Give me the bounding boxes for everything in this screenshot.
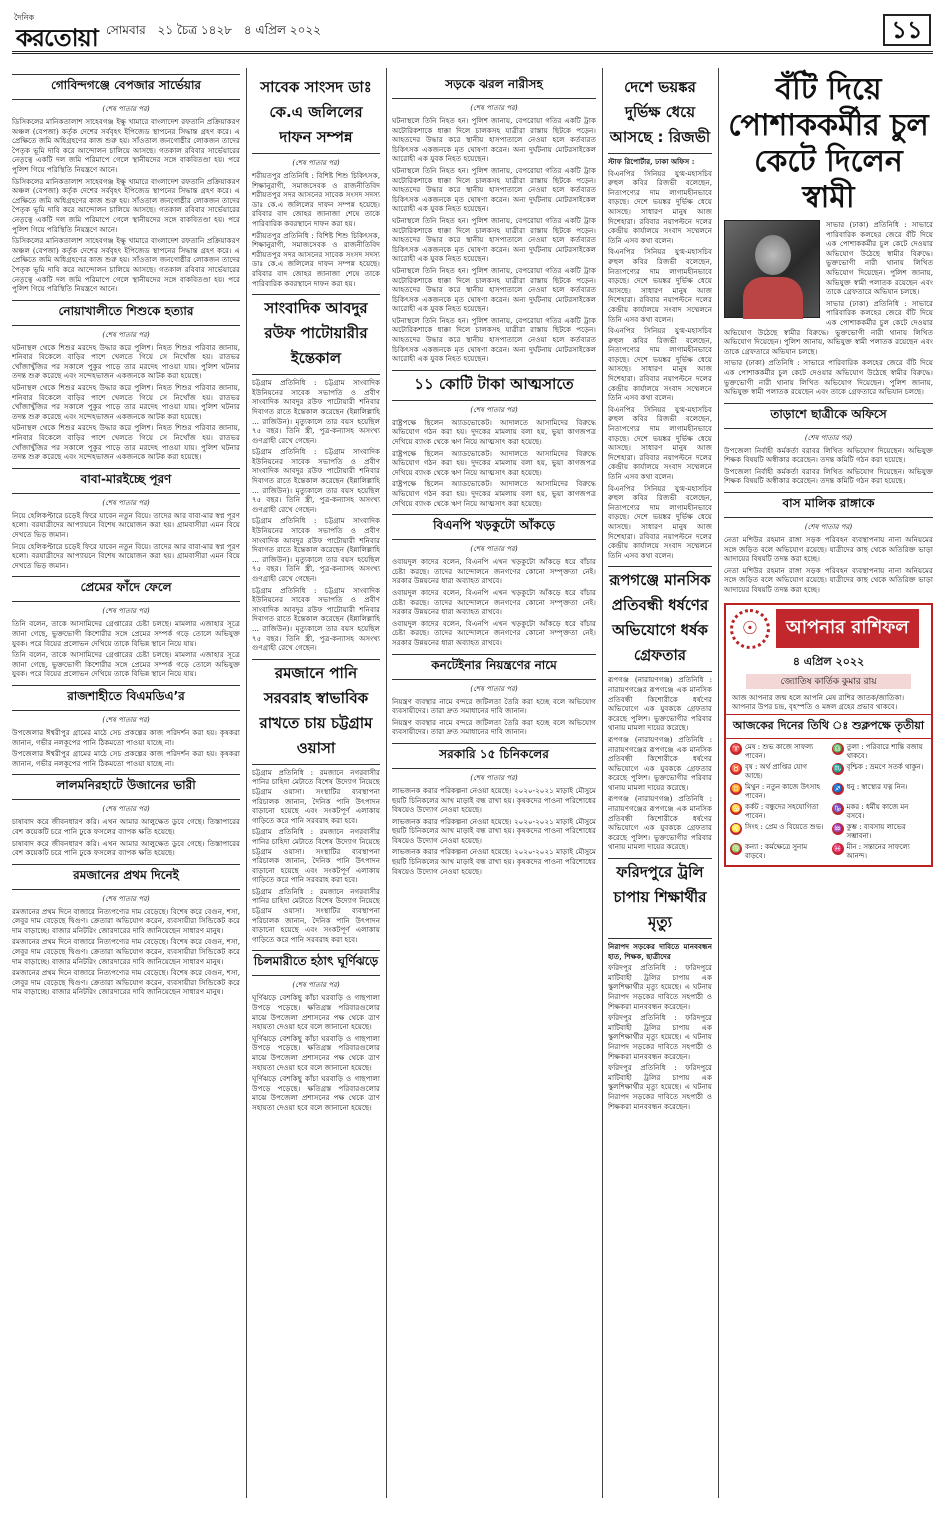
article-title: লালমনিরহাটে উজানের ভারী bbox=[12, 774, 240, 800]
zodiac-sign-entry bbox=[832, 803, 928, 821]
continuation-note: (শেষ পাতার পর) bbox=[470, 405, 518, 414]
zodiac-sign-entry bbox=[832, 763, 928, 781]
zodiac-sign-text: বৃশ্চিক : ভ্রমণে সতর্ক থাকুন। bbox=[846, 762, 924, 771]
article-body: চাষাবাদ করে জীবনধারণ করি। এখন আমার আলুক্ষেত ডুবে গেছে। তিস্তাপারের বেশ কয়েকটি চরে পানি ঢুকে ফসলের ব্যাপক ক্ষতি হয়েছে। bbox=[12, 838, 240, 858]
column-divider bbox=[386, 68, 387, 1498]
bangla-date: ২১ চৈত্র ১৪২৮ bbox=[157, 23, 233, 37]
continuation-note: (শেষ পাতার পর) bbox=[470, 545, 518, 554]
article-title: বাবা-মারইচ্ছে পূরণ bbox=[12, 468, 240, 494]
zodiac-sign-entry bbox=[730, 803, 826, 821]
article-title: রাজশাহীতে বিএমডিএ’র bbox=[12, 685, 240, 711]
article-body: চট্টগ্রাম প্রতিনিধি : চট্টগ্রাম সাংবাদিক ইউনিয়নের সাবেক সভাপতি ও প্রবীণ সাংবাদিক আবদুর রউফ পাটোয়ারী শনিবার দিবাগত রাতে ইন্তেকাল করেছেন (ইন্নালিল্লাহি ... রাজিউন)। মৃত্যুকালে তার বয়স হয়েছিল ৭৫ বছর। তিনি স্ত্রী, পুত্র-কন্যাসহ অসংখ্য গুণগ্রাহী রেখে গেছেন। bbox=[252, 585, 380, 653]
newspaper-logo bbox=[12, 12, 98, 52]
zodiac-sign-text: কন্যা : কর্মক্ষেত্রে সুনাম বাড়বে। bbox=[745, 842, 808, 860]
article-title: বাস মালিক রাঙ্গাকে bbox=[724, 492, 933, 518]
article-title: সাংবাদিক আবদুর রউফ পাটোয়ারীর ইন্তেকাল bbox=[252, 294, 380, 375]
article-body: সাভার (ঢাকা) প্রতিনিধি : সাভারে পারিবারিক কলহের জেরে বঁটি দিয়ে এক পোশাককর্মীর চুল কেটে দেওয়ার অভিযোগ উঠেছে স্বামীর বিরুদ্ধে। ভুক্তভোগী নারী থানায় লিখিত অভিযোগ দিয়েছেন। পুলিশ জানায়, অভিযুক্ত স্বামী পলাতক রয়েছেন এবং তাকে গ্রেফতারে অভিযান চলছে। bbox=[826, 220, 933, 297]
zodiac-symbol-icon: ♊ bbox=[731, 783, 741, 793]
masthead bbox=[12, 8, 933, 54]
article-body: ঘটনাস্থল থেকে শিশুর মরদেহ উদ্ধার করে পুলিশ। নিহত শিশুর পরিবার জানায়, শনিবার বিকেলে বাড়ির পাশে খেলতে গিয়ে সে নিখোঁজ হয়। রাতভর খোঁজাখুঁজির পর সকালে পুকুর পাড়ে তার মরদেহ পাওয়া যায়। পুলিশ ঘটনার তদন্ত শুরু করেছে এবং সন্দেহভাজন একজনকে আটক করা হয়েছে। bbox=[12, 383, 240, 421]
article-body: ওবায়দুল কাদের বলেন, বিএনপি এখন খড়কুটো আঁকড়ে ধরে বাঁচার চেষ্টা করছে। তাদের আন্দোলনে জনগণের কোনো সম্পৃক্ততা নেই। সরকার উন্নয়নের ধারা অব্যাহত রাখবে। bbox=[392, 618, 596, 647]
article-body: বিএনপির সিনিয়র যুগ্ম-মহাসচিব রুহুল কবির রিজভী বলেছেন, নিত্যপণ্যের দাম লাগামহীনভাবে বাড়ছে। দেশে ভয়ঙ্কর দুর্ভিক্ষ ধেয়ে আসছে। সাধারণ মানুষ আজ দিশেহারা। রবিবার নয়াপল্টনে দলের কেন্দ্রীয় কার্যালয়ে সংবাদ সম্মেলনে তিনি এসব কথা বলেন। bbox=[608, 483, 712, 560]
zodiac-sign-text: মীন : সন্তানের সাফল্যে আনন্দ। bbox=[846, 842, 910, 860]
article-body: চট্টগ্রাম প্রতিনিধি : চট্টগ্রাম সাংবাদিক ইউনিয়নের সাবেক সভাপতি ও প্রবীণ সাংবাদিক আবদুর রউফ পাটোয়ারী শনিবার দিবাগত রাতে ইন্তেকাল করেছেন (ইন্নালিল্লাহি ... রাজিউন)। মৃত্যুকালে তার বয়স হয়েছিল ৭৫ বছর। তিনি স্ত্রী, পুত্র-কন্যাসহ অসংখ্য গুণগ্রাহী রেখে গেছেন। bbox=[252, 516, 380, 583]
article-body: ফরিদপুর প্রতিনিধি : ফরিদপুরে মাটিবাহী ট্রলির চাপায় এক স্কুলশিক্ষার্থীর মৃত্যু হয়েছে। এ ঘটনায় নিরাপদ সড়কের দাবিতে সহপাঠী ও শিক্ষকরা মানববন্ধন করেছেন। bbox=[608, 1013, 712, 1061]
zodiac-symbol-icon: ♌ bbox=[731, 823, 741, 833]
article-body: রমজানের প্রথম দিনে বাজারে নিত্যপণ্যের দাম বেড়েছে। বিশেষ করে বেগুন, শসা, লেবুর দাম বেড়েছে দ্বিগুণ। ক্রেতারা অভিযোগ করেন, ব্যবসায়ীরা সিন্ডিকেট করে দাম বাড়াচ্ছে। বাজার মনিটরিং জোরদারের দাবি জানিয়েছেন সাধারণ মানুষ। bbox=[12, 906, 240, 935]
article-body: ঘটনাস্থলে তিনি নিহত হন। পুলিশ জানায়, বেপরোয়া গতির একটি ট্রাক অটোরিকশাকে ধাক্কা দিলে চালকসহ যাত্রীরা রাস্তায় ছিটকে পড়েন। আহতদের উদ্ধার করে স্থানীয় হাসপাতালে নেওয়া হলে কর্তব্যরত চিকিৎসক একজনকে মৃত ঘোষণা করেন। অন্য দুর্ঘটনায় মোটরসাইকেল আরোহী এক যুবক নিহত হয়েছেন। bbox=[392, 165, 596, 214]
article-body: নেতা মশিউর রহমান রাঙ্গা সড়ক পরিবহন ব্যবস্থাপনায় নানা অনিয়মের সঙ্গে জড়িত বলে অভিযোগ রয়েছে। যাত্রীদের কাছ থেকে অতিরিক্ত ভাড়া আদায়ের বিষয়টি তদন্ত করা হচ্ছে। bbox=[724, 535, 933, 564]
article-body: সাভার (ঢাকা) প্রতিনিধি : সাভারে পারিবারিক কলহের জেরে বঁটি দিয়ে এক পোশাককর্মীর চুল কেটে দেওয়ার অভিযোগ উঠেছে স্বামীর বিরুদ্ধে। ভুক্তভোগী নারী থানায় লিখিত অভিযোগ দিয়েছেন। পুলিশ জানায়, অভিযুক্ত স্বামী পলাতক রয়েছেন এবং তাকে গ্রেফতারে অভিযান চলছে। bbox=[724, 298, 933, 356]
article-body: ফরিদপুর প্রতিনিধি : ফরিদপুরে মাটিবাহী ট্রলির চাপায় এক স্কুলশিক্ষার্থীর মৃত্যু হয়েছে। এ ঘটনায় নিরাপদ সড়কের দাবিতে সহপাঠী ও শিক্ষকরা মানববন্ধন করেছেন। bbox=[608, 963, 712, 1011]
zodiac-sign-entry bbox=[832, 783, 928, 801]
article-title: তাড়াশে ছাত্রীকে অফিসে bbox=[724, 403, 933, 429]
article-title: সরকারি ১৫ চিনিকলের bbox=[392, 743, 596, 769]
zodiac-sign-text: মেষ : শুভ কাজে সাফল্য পাবেন। bbox=[745, 742, 814, 760]
article-body: লাভজনক করার পরিকল্পনা নেওয়া হয়েছে। ২০২০-২০২১ মাড়াই মৌসুমে ছয়টি চিনিকলের আখ মাড়াই বন্ধ রাখা হয়। কৃষকদের পাওনা পরিশোধের বিষয়েও উদ্যোগ নেওয়া হয়েছে। bbox=[392, 847, 596, 876]
article-title: প্রেমের ফাঁদে ফেলে bbox=[12, 576, 240, 602]
zodiac-sign-text: তুলা : পরিবারে শান্তি বজায় থাকবে। bbox=[846, 742, 923, 760]
article-title: সাবেক সাংসদ ডাঃ কে.এ জলিলের দাফন সম্পন্ন bbox=[252, 74, 380, 154]
article-body: ঘটনাস্থলে তিনি নিহত হন। পুলিশ জানায়, বেপরোয়া গতির একটি ট্রাক অটোরিকশাকে ধাক্কা দিলে চালকসহ যাত্রীরা রাস্তায় ছিটকে পড়েন। আহতদের উদ্ধার করে স্থানীয় হাসপাতালে নেওয়া হলে কর্তব্যরত চিকিৎসক একজনকে মৃত ঘোষণা করেন। অন্য দুর্ঘটনায় মোটরসাইকেল আরোহী এক যুবক নিহত হয়েছেন। bbox=[392, 215, 596, 264]
article-body: বিএনপির সিনিয়র যুগ্ম-মহাসচিব রুহুল কবির রিজভী বলেছেন, নিত্যপণ্যের দাম লাগামহীনভাবে বাড়ছে। দেশে ভয়ঙ্কর দুর্ভিক্ষ ধেয়ে আসছে। সাধারণ মানুষ আজ দিশেহারা। রবিবার নয়াপল্টনে দলের কেন্দ্রীয় কার্যালয়ে সংবাদ সম্মেলনে তিনি এসব কথা বলেন। bbox=[608, 326, 712, 403]
zodiac-signs-grid bbox=[726, 739, 931, 865]
article-body: চট্টগ্রাম প্রতিনিধি : রমজানে নগরবাসীর পানির চাহিদা মেটাতে বিশেষ উদ্যোগ নিয়েছে চট্টগ্রাম ওয়াসা। সংস্থাটির ব্যবস্থাপনা পরিচালক জানান, দৈনিক পানি উৎপাদন বাড়ানো হয়েছে এবং সংকটপূর্ণ এলাকায় গাড়িতে করে পানি সরবরাহ করা হবে। bbox=[252, 767, 380, 825]
dateline bbox=[102, 22, 325, 42]
article-body: ঘটনাস্থলে তিনি নিহত হন। পুলিশ জানায়, বেপরোয়া গতির একটি ট্রাক অটোরিকশাকে ধাক্কা দিলে চালকসহ যাত্রীরা রাস্তায় ছিটকে পড়েন। আহতদের উদ্ধার করে স্থানীয় হাসপাতালে নেওয়া হলে কর্তব্যরত চিকিৎসক একজনকে মৃত ঘোষণা করেন। অন্য দুর্ঘটনায় মোটরসাইকেল আরোহী এক যুবক নিহত হয়েছেন। bbox=[392, 265, 596, 314]
article-title: গোবিন্দগঞ্জে বেপজার সার্ভেয়ার bbox=[12, 74, 240, 100]
blurred-face bbox=[755, 235, 791, 275]
article-body: চট্টগ্রাম প্রতিনিধি : রমজানে নগরবাসীর পানির চাহিদা মেটাতে বিশেষ উদ্যোগ নিয়েছে চট্টগ্রাম ওয়াসা। সংস্থাটির ব্যবস্থাপনা পরিচালক জানান, দৈনিক পানি উৎপাদন বাড়ানো হয়েছে এবং সংকটপূর্ণ এলাকায় গাড়িতে করে পানি সরবরাহ করা হবে। bbox=[252, 827, 380, 885]
article-body: ঘূর্ণিঝড়ে বেশকিছু কাঁচা ঘরবাড়ি ও গাছপালা উপড়ে পড়েছে। ক্ষতিগ্রস্ত পরিবারগুলোর মাঝে উপজেলা প্রশাসনের পক্ষ থেকে ত্রাণ সহায়তা দেওয়া হবে বলে জানানো হয়েছে। bbox=[252, 1033, 380, 1072]
article-body: লাভজনক করার পরিকল্পনা নেওয়া হয়েছে। ২০২০-২০২১ মাড়াই মৌসুমে ছয়টি চিনিকলের আখ মাড়াই বন্ধ রাখা হয়। কৃষকদের পাওনা পরিশোধের বিষয়েও উদ্যোগ নেওয়া হয়েছে। bbox=[392, 816, 596, 845]
zodiac-sign-text: সিংহ : প্রেম ও বিয়েতে শুভ। bbox=[745, 822, 824, 831]
article-body: উপজেলা নির্বাহী কর্মকর্তা বরাবর লিখিত অভিযোগ দিয়েছেন। অভিযুক্ত শিক্ষক বিষয়টি অস্বীকার করেছেন। তদন্ত কমিটি গঠন করা হয়েছে। bbox=[724, 466, 933, 486]
continuation-note: (শেষ পাতার পর) bbox=[102, 894, 150, 903]
continuation-note: (শেষ পাতার পর) bbox=[102, 607, 150, 616]
article-title: ১১ কোটি টাকা আত্মসাতে bbox=[392, 370, 596, 401]
article-body: লাভজনক করার পরিকল্পনা নেওয়া হয়েছে। ২০২০-২০২১ মাড়াই মৌসুমে ছয়টি চিনিকলের আখ মাড়াই বন্ধ রাখা হয়। কৃষকদের পাওনা পরিশোধের বিষয়েও উদ্যোগ নেওয়া হয়েছে। bbox=[392, 785, 596, 815]
subheading: নিরাপদ সড়কের দাবিতে মানববন্ধন হাত, শিক্ষক, ছাত্রীদের bbox=[608, 942, 712, 961]
zodiac-sign-entry bbox=[730, 783, 826, 801]
zodiac-symbol-icon: ♎ bbox=[832, 743, 843, 753]
article-body: ঘূর্ণিঝড়ে বেশকিছু কাঁচা ঘরবাড়ি ও গাছপালা উপড়ে পড়েছে। ক্ষতিগ্রস্ত পরিবারগুলোর মাঝে উপজেলা প্রশাসনের পক্ষ থেকে ত্রাণ সহায়তা দেওয়া হবে বলে জানানো হয়েছে। bbox=[252, 993, 380, 1032]
horoscope-date: ৪ এপ্রিল ২০২২ bbox=[792, 654, 865, 668]
zodiac-symbol-icon: ♓ bbox=[832, 843, 843, 853]
article-body: নিয়ে হেলিকপ্টারে চড়েই ফিরে যাবেন নতুন বিয়ে। তাদের আর বাবা-মার স্বপ্ন পূরণ হলো। বরযাত্রীদের আপ্যায়নে বিশেষ আয়োজন করা হয়। গ্রামবাসীরা এমন বিয়ে দেখতে ভিড় জমান। bbox=[12, 541, 240, 570]
article-title: রমজানে পানি সরবরাহ স্বাভাবিক রাখতে চায় চট্টগ্রাম ওয়াসা bbox=[252, 659, 380, 765]
article-body: উপজেলার ঈশ্বরীপুর গ্রামের মাঠে সেচ প্রকল্পের কাজ পরিদর্শন করা হয়। কৃষকরা জানান, গভীর নলকূপের পানি ঠিকমতো পাওয়া যাচ্ছে না। bbox=[12, 727, 240, 747]
article-body: তিনি বলেন, তাকে আসামিদের গ্রেপ্তারের চেষ্টা চলছে। মামলার এজাহার সূত্রে জানা গেছে, ভুক্তভোগী কিশোরীর সঙ্গে প্রেমের সম্পর্ক গড়ে তোলে অভিযুক্ত যুবক। পরে বিয়ের প্রলোভন দেখিয়ে তাকে বিভিন্ন স্থানে নিয়ে যায়। bbox=[12, 619, 240, 648]
column-divider bbox=[602, 68, 603, 1498]
horoscope-author: জ্যোতিষ কার্তিক কুমার রায় bbox=[746, 674, 911, 689]
continuation-note: (শেষ পাতার পর) bbox=[804, 433, 853, 442]
article-body: ডিসিকলের মানিকতালাশ সাহেবগঞ্জ ইক্ষু খামারে বাংলাদেশ রফতানি প্রক্রিয়াকরণ অঞ্চল (বেপজা) কর্তৃক দেশের সর্ববৃহৎ ইপিজেড স্থাপনের সিদ্ধান্ত গ্রহণ করে। এ প্রেক্ষিতে জমি অধিগ্রহণের কাজ শুরু হয়। সাঁওতাল জনগোষ্ঠীর লোকজন তাদের পৈতৃক ভূমি দাবি করে আন্দোলন চালিয়ে আসছে। গতকাল রবিবার সার্ভেয়ারের নেতৃত্বে একটি দল জমি পরিমাপে গেলে স্থানীয়দের সঙ্গে বাকবিতণ্ডা হয়। পরে পুলিশ গিয়ে পরিস্থিতি নিয়ন্ত্রণে আনে। bbox=[12, 236, 240, 294]
person-figure bbox=[743, 277, 803, 319]
zodiac-wheel-icon: ☉ bbox=[730, 609, 770, 649]
article-body: বিএনপির সিনিয়র যুগ্ম-মহাসচিব রুহুল কবির রিজভী বলেছেন, নিত্যপণ্যের দাম লাগামহীনভাবে বাড়ছে। দেশে ভয়ঙ্কর দুর্ভিক্ষ ধেয়ে আসছে। সাধারণ মানুষ আজ দিশেহারা। রবিবার নয়াপল্টনে দলের কেন্দ্রীয় কার্যালয়ে সংবাদ সম্মেলনে তিনি এসব কথা বলেন। bbox=[608, 247, 712, 324]
byline: স্টাফ রিপোর্টার, ঢাকা অফিস : bbox=[608, 157, 695, 166]
column-1 bbox=[12, 68, 240, 1498]
page-number: ১১ bbox=[883, 14, 931, 46]
article-body: নিয়ে হেলিকপ্টারে চড়েই ফিরে যাবেন নতুন বিয়ে। তাদের আর বাবা-মার স্বপ্ন পূরণ হলো। বরযাত্রীদের আপ্যায়নে বিশেষ আয়োজন করা হয়। গ্রামবাসীরা এমন বিয়ে দেখতে ভিড় জমান। bbox=[12, 510, 240, 539]
article-title: নোয়াখালীতে শিশুকে হত্যার bbox=[12, 300, 240, 326]
continuation-note: (শেষ পাতার পর) bbox=[102, 330, 150, 339]
article-title: সড়কে ঝরল নারীসহ bbox=[392, 74, 596, 99]
logo-small-text: দৈনিক bbox=[14, 13, 35, 22]
horoscope-box bbox=[724, 603, 933, 867]
article-body: শরীয়তপুর প্রতিনিধি : বিশিষ্ট শিশু চিকিৎসক, শিক্ষানুরাগী, সমাজসেবক ও রাজনীতিবিদ শরীয়তপুর সদর আসনের সাবেক সংসদ সদস্য ডাঃ কে.এ জলিলের দাফন সম্পন্ন হয়েছে। রবিবার বাদ জোহর জানাজা শেষে তাকে পারিবারিক কবরস্থানে দাফন করা হয়। bbox=[252, 171, 380, 228]
article-body: বিএনপির সিনিয়র যুগ্ম-মহাসচিব রুহুল কবির রিজভী বলেছেন, নিত্যপণ্যের দাম লাগামহীনভাবে বাড়ছে। দেশে ভয়ঙ্কর দুর্ভিক্ষ ধেয়ে আসছে। সাধারণ মানুষ আজ দিশেহারা। রবিবার নয়াপল্টনে দলের কেন্দ্রীয় কার্যালয়ে সংবাদ সম্মেলনে তিনি এসব কথা বলেন। bbox=[608, 168, 712, 245]
article-body: রূপগঞ্জ (নারায়ণগঞ্জ) প্রতিনিধি : নারায়ণগঞ্জের রূপগঞ্জে এক মানসিক প্রতিবন্ধী কিশোরীকে ধর্ষণের অভিযোগে এক যুবককে গ্রেফতার করেছে পুলিশ। ভুক্তভোগীর পরিবার থানায় মামলা দায়ের করেছে। bbox=[608, 794, 712, 852]
article-body: ঘটনাস্থলে তিনি নিহত হন। পুলিশ জানায়, বেপরোয়া গতির একটি ট্রাক অটোরিকশাকে ধাক্কা দিলে চালকসহ যাত্রীরা রাস্তায় ছিটকে পড়েন। আহতদের উদ্ধার করে স্থানীয় হাসপাতালে নেওয়া হলে কর্তব্যরত চিকিৎসক একজনকে মৃত ঘোষণা করেন। অন্য দুর্ঘটনায় মোটরসাইকেল আরোহী এক যুবক নিহত হয়েছেন। bbox=[392, 315, 596, 364]
continuation-note: (শেষ পাতার পর) bbox=[292, 981, 340, 990]
column-4 bbox=[608, 68, 712, 1498]
article-body: শরীয়তপুর প্রতিনিধি : বিশিষ্ট শিশু চিকিৎসক, শিক্ষানুরাগী, সমাজসেবক ও রাজনীতিবিদ শরীয়তপুর সদর আসনের সাবেক সংসদ সদস্য ডাঃ কে.এ জলিলের দাফন সম্পন্ন হয়েছে। রবিবার বাদ জোহর জানাজা শেষে তাকে পারিবারিক কবরস্থানে দাফন করা হয়। bbox=[252, 230, 380, 288]
english-date: ৪ এপ্রিল ২০২২ bbox=[243, 23, 321, 37]
article-body: নেতা মশিউর রহমান রাঙ্গা সড়ক পরিবহন ব্যবস্থাপনায় নানা অনিয়মের সঙ্গে জড়িত বলে অভিযোগ রয়েছে। যাত্রীদের কাছ থেকে অতিরিক্ত ভাড়া আদায়ের বিষয়টি তদন্ত করা হচ্ছে। bbox=[724, 565, 933, 595]
article-body: রাষ্ট্রপক্ষে ছিলেন অ্যাডভোকেট। আদালতে আসামিদের বিরুদ্ধে অভিযোগ গঠন করা হয়। দুদকের মামলায় বলা হয়, ভুয়া কাগজপত্র দেখিয়ে ব্যাংক থেকে ঋণ নিয়ে আত্মসাৎ করা হয়েছে। bbox=[392, 448, 596, 477]
continuation-note: (শেষ পাতার পর) bbox=[102, 715, 150, 724]
horoscope-tithi: আজকের দিনের তিথি ঃ শুক্লপক্ষে তৃতীয়া bbox=[726, 714, 931, 739]
continuation-note: (শেষ পাতার পর) bbox=[804, 523, 853, 532]
zodiac-sign-text: কুম্ভ : ব্যবসায় লাভের সম্ভাবনা। bbox=[846, 822, 906, 840]
article-body: চাষাবাদ করে জীবনধারণ করি। এখন আমার আলুক্ষেত ডুবে গেছে। তিস্তাপারের বেশ কয়েকটি চরে পানি ঢুকে ফসলের ব্যাপক ক্ষতি হয়েছে। bbox=[12, 817, 240, 836]
zodiac-sign-entry bbox=[730, 763, 826, 781]
article-body: নিয়ন্ত্রণ ব্যবস্থার নামে বন্দরে জটিলতা তৈরি করা হচ্ছে বলে অভিযোগ ব্যবসায়ীদের। তারা দ্রুত সমাধানের দাবি জানান। bbox=[392, 717, 596, 737]
column-5 bbox=[724, 68, 933, 1498]
zodiac-sign-entry bbox=[730, 843, 826, 861]
article-body: চট্টগ্রাম প্রতিনিধি : রমজানে নগরবাসীর পানির চাহিদা মেটাতে বিশেষ উদ্যোগ নিয়েছে চট্টগ্রাম ওয়াসা। সংস্থাটির ব্যবস্থাপনা পরিচালক জানান, দৈনিক পানি উৎপাদন বাড়ানো হয়েছে এবং সংকটপূর্ণ এলাকায় গাড়িতে করে পানি সরবরাহ করা হবে। bbox=[252, 886, 380, 944]
zodiac-symbol-icon: ♈ bbox=[731, 743, 741, 753]
zodiac-sign-text: ধনু : স্বাস্থ্যের যত্ন নিন। bbox=[846, 782, 908, 791]
column-divider bbox=[246, 68, 247, 1498]
article-body: রূপগঞ্জ (নারায়ণগঞ্জ) প্রতিনিধি : নারায়ণগঞ্জের রূপগঞ্জে এক মানসিক প্রতিবন্ধী কিশোরীকে ধর্ষণের অভিযোগে এক যুবককে গ্রেফতার করেছে পুলিশ। ভুক্তভোগীর পরিবার থানায় মামলা দায়ের করেছে। bbox=[608, 675, 712, 733]
article-title: দেশে ভয়ঙ্কর দুর্ভিক্ষ ধেয়ে আসছে : রিজভী bbox=[608, 74, 712, 154]
article-body: ফরিদপুর প্রতিনিধি : ফরিদপুরে মাটিবাহী ট্রলির চাপায় এক স্কুলশিক্ষার্থীর মৃত্যু হয়েছে। এ ঘটনায় নিরাপদ সড়কের দাবিতে সহপাঠী ও শিক্ষকরা মানববন্ধন করেছেন। bbox=[608, 1063, 712, 1111]
article-body: সাভার (ঢাকা) প্রতিনিধি : সাভারে পারিবারিক কলহের জেরে বঁটি দিয়ে এক পোশাককর্মীর চুল কেটে দেওয়ার অভিযোগ উঠেছে স্বামীর বিরুদ্ধে। ভুক্তভোগী নারী থানায় লিখিত অভিযোগ দিয়েছেন। পুলিশ জানায়, অভিযুক্ত স্বামী পলাতক রয়েছেন এবং তাকে গ্রেফতারে অভিযান চলছে। bbox=[724, 358, 933, 397]
zodiac-sign-entry bbox=[832, 743, 928, 761]
article-title: চিলমারীতে হঠাৎ ঘূর্ণিঝড়ে bbox=[252, 950, 380, 976]
zodiac-sign-text: বৃষ : অর্থ প্রাপ্তির যোগ আছে। bbox=[745, 762, 807, 780]
zodiac-sign-text: মকর : ধর্মীয় কাজে মন বসবে। bbox=[846, 802, 909, 820]
continuation-note: (শেষ পাতার পর) bbox=[102, 805, 150, 814]
article-body: উপজেলা নির্বাহী কর্মকর্তা বরাবর লিখিত অভিযোগ দিয়েছেন। অভিযুক্ত শিক্ষক বিষয়টি অস্বীকার করেছেন। তদন্ত কমিটি গঠন করা হয়েছে। bbox=[724, 445, 933, 465]
article-body: ঘটনাস্থল থেকে শিশুর মরদেহ উদ্ধার করে পুলিশ। নিহত শিশুর পরিবার জানায়, শনিবার বিকেলে বাড়ির পাশে খেলতে গিয়ে সে নিখোঁজ হয়। রাতভর খোঁজাখুঁজির পর সকালে পুকুর পাড়ে তার মরদেহ পাওয়া যায়। পুলিশ ঘটনার তদন্ত শুরু করেছে এবং সন্দেহভাজন একজনকে আটক করা হয়েছে। bbox=[12, 342, 240, 381]
zodiac-sign-entry bbox=[730, 743, 826, 761]
horoscope-header bbox=[726, 605, 931, 653]
article-body: ঘূর্ণিঝড়ে বেশকিছু কাঁচা ঘরবাড়ি ও গাছপালা উপড়ে পড়েছে। ক্ষতিগ্রস্ত পরিবারগুলোর মাঝে উপজেলা প্রশাসনের পক্ষ থেকে ত্রাণ সহায়তা দেওয়া হবে বলে জানানো হয়েছে। bbox=[252, 1074, 380, 1112]
zodiac-sign-text: মিথুন : নতুন কাজে উৎসাহ পাবেন। bbox=[745, 782, 820, 800]
zodiac-symbol-icon: ♑ bbox=[832, 803, 843, 813]
continuation-note: (শেষ পাতার পর) bbox=[102, 105, 150, 113]
article-title: ফরিদপুরে ট্রলি চাপায় শিক্ষার্থীর মৃত্যু bbox=[608, 858, 712, 939]
news-photo bbox=[724, 220, 820, 318]
article-title: কনটেইনার নিয়ন্ত্রণের নামে bbox=[392, 654, 596, 680]
horoscope-intro: আজ আপনার জন্ম হলে আপনি মেষ রাশির জাতক/জাতিকা। আপনার উপর চন্দ্র, বৃহস্পতি ও মঙ্গল গ্রহের প্রভাব থাকবে। bbox=[732, 692, 905, 712]
article-body: ওবায়দুল কাদের বলেন, বিএনপি এখন খড়কুটো আঁকড়ে ধরে বাঁচার চেষ্টা করছে। তাদের আন্দোলনে জনগণের কোনো সম্পৃক্ততা নেই। সরকার উন্নয়নের ধারা অব্যাহত রাখবে। bbox=[392, 557, 596, 586]
article-body: ডিসিকলের মানিকতালাশ সাহেবগঞ্জ ইক্ষু খামারে বাংলাদেশ রফতানি প্রক্রিয়াকরণ অঞ্চল (বেপজা) কর্তৃক দেশের সর্ববৃহৎ ইপিজেড স্থাপনের সিদ্ধান্ত গ্রহণ করে। এ প্রেক্ষিতে জমি অধিগ্রহণের কাজ শুরু হয়। সাঁওতাল জনগোষ্ঠীর লোকজন তাদের পৈতৃক ভূমি দাবি করে আন্দোলন চালিয়ে আসছে। গতকাল রবিবার সার্ভেয়ারের নেতৃত্বে একটি দল জমি পরিমাপে গেলে স্থানীয়দের সঙ্গে বাকবিতণ্ডা হয়। পরে পুলিশ গিয়ে পরিস্থিতি নিয়ন্ত্রণে আনে। bbox=[12, 117, 240, 174]
column-divider bbox=[718, 68, 719, 1498]
day-name: সোমবার bbox=[106, 23, 146, 37]
article-body: ঘটনাস্থলে তিনি নিহত হন। পুলিশ জানায়, বেপরোয়া গতির একটি ট্রাক অটোরিকশাকে ধাক্কা দিলে চালকসহ যাত্রীরা রাস্তায় ছিটকে পড়েন। আহতদের উদ্ধার করে স্থানীয় হাসপাতালে নেওয়া হলে কর্তব্যরত চিকিৎসক একজনকে মৃত ঘোষণা করেন। অন্য দুর্ঘটনায় মোটরসাইকেল আরোহী এক যুবক নিহত হয়েছেন। bbox=[392, 116, 596, 164]
article-body: তিনি বলেন, তাকে আসামিদের গ্রেপ্তারের চেষ্টা চলছে। মামলার এজাহার সূত্রে জানা গেছে, ভুক্তভোগী কিশোরীর সঙ্গে প্রেমের সম্পর্ক গড়ে তোলে অভিযুক্ত যুবক। পরে বিয়ের প্রলোভন দেখিয়ে তাকে বিভিন্ন স্থানে নিয়ে যায়। bbox=[12, 650, 240, 679]
article-body: চট্টগ্রাম প্রতিনিধি : চট্টগ্রাম সাংবাদিক ইউনিয়নের সাবেক সভাপতি ও প্রবীণ সাংবাদিক আবদুর রউফ পাটোয়ারী শনিবার দিবাগত রাতে ইন্তেকাল করেছেন (ইন্নালিল্লাহি ... রাজিউন)। মৃত্যুকালে তার বয়স হয়েছিল ৭৫ বছর। তিনি স্ত্রী, পুত্র-কন্যাসহ অসংখ্য গুণগ্রাহী রেখে গেছেন। bbox=[252, 447, 380, 514]
article-body: রাষ্ট্রপক্ষে ছিলেন অ্যাডভোকেট। আদালতে আসামিদের বিরুদ্ধে অভিযোগ গঠন করা হয়। দুদকের মামলায় বলা হয়, ভুয়া কাগজপত্র দেখিয়ে ব্যাংক থেকে ঋণ নিয়ে আত্মসাৎ করা হয়েছে। bbox=[392, 479, 596, 508]
logo-title: করতোয়া bbox=[16, 24, 98, 52]
zodiac-sign-entry bbox=[730, 823, 826, 841]
article-body: রূপগঞ্জ (নারায়ণগঞ্জ) প্রতিনিধি : নারায়ণগঞ্জের রূপগঞ্জে এক মানসিক প্রতিবন্ধী কিশোরীকে ধর্ষণের অভিযোগে এক যুবককে গ্রেফতার করেছে পুলিশ। ভুক্তভোগীর পরিবার থানায় মামলা দায়ের করেছে। bbox=[608, 734, 712, 792]
column-2 bbox=[252, 68, 380, 1498]
continuation-note: (শেষ পাতার পর) bbox=[470, 104, 518, 112]
zodiac-symbol-icon: ♍ bbox=[731, 843, 741, 853]
article-body: রমজানের প্রথম দিনে বাজারে নিত্যপণ্যের দাম বেড়েছে। বিশেষ করে বেগুন, শসা, লেবুর দাম বেড়েছে দ্বিগুণ। ক্রেতারা অভিযোগ করেন, ব্যবসায়ীরা সিন্ডিকেট করে দাম বাড়াচ্ছে। বাজার মনিটরিং জোরদারের দাবি জানিয়েছেন সাধারণ মানুষ। bbox=[12, 968, 240, 997]
zodiac-symbol-icon: ♐ bbox=[832, 783, 843, 793]
newspaper-page bbox=[12, 8, 933, 1508]
continuation-note: (শেষ পাতার পর) bbox=[470, 684, 518, 693]
zodiac-sign-entry bbox=[832, 823, 928, 841]
zodiac-sign-text: কর্কট : বন্ধুদের সহযোগিতা পাবেন। bbox=[745, 802, 819, 820]
horoscope-title: আপনার রাশিফল bbox=[776, 609, 919, 648]
continuation-note: (শেষ পাতার পর) bbox=[102, 498, 150, 507]
article-body: ওবায়দুল কাদের বলেন, বিএনপি এখন খড়কুটো আঁকড়ে ধরে বাঁচার চেষ্টা করছে। তাদের আন্দোলনে জনগণের কোনো সম্পৃক্ততা নেই। সরকার উন্নয়নের ধারা অব্যাহত রাখবে। bbox=[392, 587, 596, 617]
article-body: উপজেলার ঈশ্বরীপুর গ্রামের মাঠে সেচ প্রকল্পের কাজ পরিদর্শন করা হয়। কৃষকরা জানান, গভীর নলকূপের পানি ঠিকমতো পাওয়া যাচ্ছে না। bbox=[12, 749, 240, 768]
article-title: রূপগঞ্জে মানসিক প্রতিবন্ধী ধর্ষণের অভিযোগে ধর্ষক গ্রেফতার bbox=[608, 566, 712, 672]
article-title: বিএনপি খড়কুটো আঁকড়ে bbox=[392, 514, 596, 540]
continuation-note: (শেষ পাতার পর) bbox=[292, 159, 340, 167]
continuation-note: (শেষ পাতার পর) bbox=[470, 773, 518, 782]
zodiac-symbol-icon: ♏ bbox=[832, 763, 843, 773]
article-body: চট্টগ্রাম প্রতিনিধি : চট্টগ্রাম সাংবাদিক ইউনিয়নের সাবেক সভাপতি ও প্রবীণ সাংবাদিক আবদুর রউফ পাটোয়ারী শনিবার দিবাগত রাতে ইন্তেকাল করেছেন (ইন্নালিল্লাহি ... রাজিউন)। মৃত্যুকালে তার বয়স হয়েছিল ৭৫ বছর। তিনি স্ত্রী, পুত্র-কন্যাসহ অসংখ্য গুণগ্রাহী রেখে গেছেন। bbox=[252, 378, 380, 445]
article-body: নিয়ন্ত্রণ ব্যবস্থার নামে বন্দরে জটিলতা তৈরি করা হচ্ছে বলে অভিযোগ ব্যবসায়ীদের। তারা দ্রুত সমাধানের দাবি জানান। bbox=[392, 696, 596, 716]
zodiac-symbol-icon: ♋ bbox=[731, 803, 741, 813]
zodiac-symbol-icon: ♒ bbox=[832, 823, 843, 833]
article-title: রমজানের প্রথম দিনেই bbox=[12, 864, 240, 890]
article-body: বিএনপির সিনিয়র যুগ্ম-মহাসচিব রুহুল কবির রিজভী বলেছেন, নিত্যপণ্যের দাম লাগামহীনভাবে বাড়ছে। দেশে ভয়ঙ্কর দুর্ভিক্ষ ধেয়ে আসছে। সাধারণ মানুষ আজ দিশেহারা। রবিবার নয়াপল্টনে দলের কেন্দ্রীয় কার্যালয়ে সংবাদ সম্মেলনে তিনি এসব কথা বলেন। bbox=[608, 404, 712, 481]
zodiac-symbol-icon: ♉ bbox=[731, 763, 741, 773]
article-body: রমজানের প্রথম দিনে বাজারে নিত্যপণ্যের দাম বেড়েছে। বিশেষ করে বেগুন, শসা, লেবুর দাম বেড়েছে দ্বিগুণ। ক্রেতারা অভিযোগ করেন, ব্যবসায়ীরা সিন্ডিকেট করে দাম বাড়াচ্ছে। বাজার মনিটরিং জোরদারের দাবি জানিয়েছেন সাধারণ মানুষ। bbox=[12, 937, 240, 966]
article-body: ডিসিকলের মানিকতালাশ সাহেবগঞ্জ ইক্ষু খামারে বাংলাদেশ রফতানি প্রক্রিয়াকরণ অঞ্চল (বেপজা) কর্তৃক দেশের সর্ববৃহৎ ইপিজেড স্থাপনের সিদ্ধান্ত গ্রহণ করে। এ প্রেক্ষিতে জমি অধিগ্রহণের কাজ শুরু হয়। সাঁওতাল জনগোষ্ঠীর লোকজন তাদের পৈতৃক ভূমি দাবি করে আন্দোলন চালিয়ে আসছে। গতকাল রবিবার সার্ভেয়ারের নেতৃত্বে একটি দল জমি পরিমাপে গেলে স্থানীয়দের সঙ্গে বাকবিতণ্ডা হয়। পরে পুলিশ গিয়ে পরিস্থিতি নিয়ন্ত্রণে আনে। bbox=[12, 176, 240, 234]
article-body: ঘটনাস্থল থেকে শিশুর মরদেহ উদ্ধার করে পুলিশ। নিহত শিশুর পরিবার জানায়, শনিবার বিকেলে বাড়ির পাশে খেলতে গিয়ে সে নিখোঁজ হয়। রাতভর খোঁজাখুঁজির পর সকালে পুকুর পাড়ে তার মরদেহ পাওয়া যায়। পুলিশ ঘটনার তদন্ত শুরু করেছে এবং সন্দেহভাজন একজনকে আটক করা হয়েছে। bbox=[12, 423, 240, 462]
zodiac-sign-entry bbox=[832, 843, 928, 861]
column-3 bbox=[392, 68, 596, 1498]
article-body: রাষ্ট্রপক্ষে ছিলেন অ্যাডভোকেট। আদালতে আসামিদের বিরুদ্ধে অভিযোগ গঠন করা হয়। দুদকের মামলায় বলা হয়, ভুয়া কাগজপত্র দেখিয়ে ব্যাংক থেকে ঋণ নিয়ে আত্মসাৎ করা হয়েছে। bbox=[392, 417, 596, 447]
lead-headline: বঁটি দিয়ে পোশাককর্মীর চুল কেটে দিলেন স্বামী bbox=[728, 72, 929, 215]
